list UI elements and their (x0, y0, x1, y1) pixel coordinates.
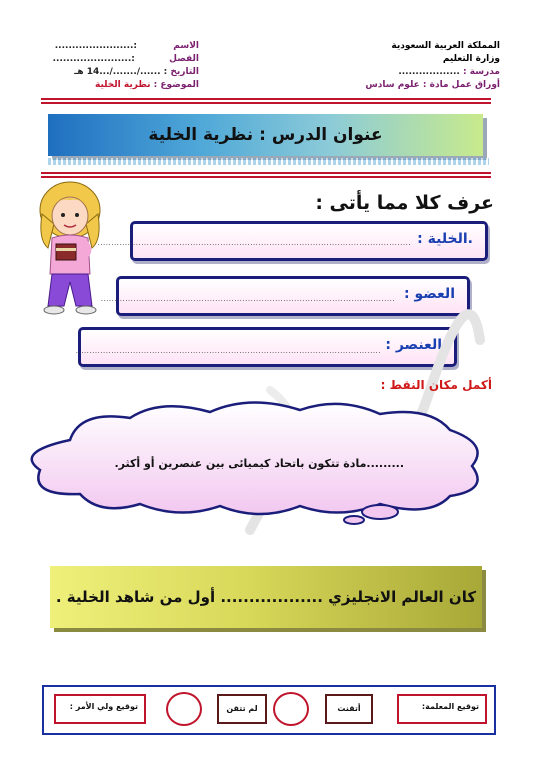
date-line (53, 66, 199, 79)
teacher-signature-label: توقيع المعلمة: (421, 702, 479, 711)
date-value[interactable]: : ....../......./...14 هـ (74, 67, 168, 77)
fill-title: أكمل مكان النقط : (380, 378, 492, 392)
define-box-organ[interactable] (100, 276, 470, 316)
teacher-signature-box[interactable] (397, 694, 487, 724)
lesson-title: عنوان الدرس : نظرية الخلية (148, 125, 383, 145)
header-rule-bottom (41, 102, 491, 104)
class-line (53, 53, 199, 66)
term-organ: العضو : (403, 286, 455, 302)
scientist-sentence: كان العالم الانجليزي .................. أول من شاهد الخلية . (55, 588, 477, 606)
school-line (365, 66, 500, 79)
school-label: مدرسة : (463, 67, 500, 77)
answer-line-cell[interactable]: ................................................................................................................... (97, 239, 411, 247)
mastered-box[interactable] (325, 694, 373, 724)
section-rule-top (41, 172, 491, 174)
cloud-sentence: .........مادة تتكون باتحاد كيميائى بين عنصرين أو أكثر. (114, 457, 404, 470)
topic-line (53, 79, 199, 92)
kingdom-text: المملكة العربية السعودية (391, 41, 500, 51)
guardian-signature-label: توقيع ولي الأمر : (69, 702, 138, 711)
topic-label: الموضوع : (153, 80, 199, 90)
answer-line-element[interactable]: ................................................................................................................ (75, 347, 381, 355)
answer-line-organ[interactable]: ............................................................................................................ (100, 295, 395, 303)
topic-value: نظرية الخلية (95, 80, 151, 90)
not-mastered-label: لم تتقن (226, 704, 258, 713)
mastered-circle[interactable] (273, 692, 309, 726)
not-mastered-box[interactable] (217, 694, 267, 724)
mastered-label: أتقنت (337, 704, 361, 713)
class-label: الفصل (169, 54, 199, 64)
define-title: عرف كلا مما يأتى : (315, 192, 494, 214)
worksheet-line: أوراق عمل مادة : علوم سادس (365, 80, 500, 90)
header-rule-top (41, 98, 491, 100)
name-line (53, 40, 199, 53)
header-right (365, 40, 500, 92)
class-value[interactable]: :....................... (52, 54, 135, 64)
date-label: التاريخ (170, 67, 199, 77)
student-girl-icon (30, 178, 110, 318)
school-value: .................. (398, 67, 460, 77)
name-value[interactable]: :....................... (54, 41, 138, 51)
ministry-text: وزارة التعليم (442, 54, 500, 64)
guardian-signature-box[interactable] (54, 694, 146, 724)
define-box-cell[interactable] (97, 221, 488, 261)
name-label: الاسم (173, 41, 199, 51)
not-mastered-circle[interactable] (166, 692, 202, 726)
term-element: العنصر : (385, 337, 442, 353)
define-box-element[interactable] (75, 327, 457, 367)
term-cell: .الخلية : (417, 231, 473, 247)
header-left (53, 40, 199, 92)
banner-decoration (48, 158, 489, 165)
